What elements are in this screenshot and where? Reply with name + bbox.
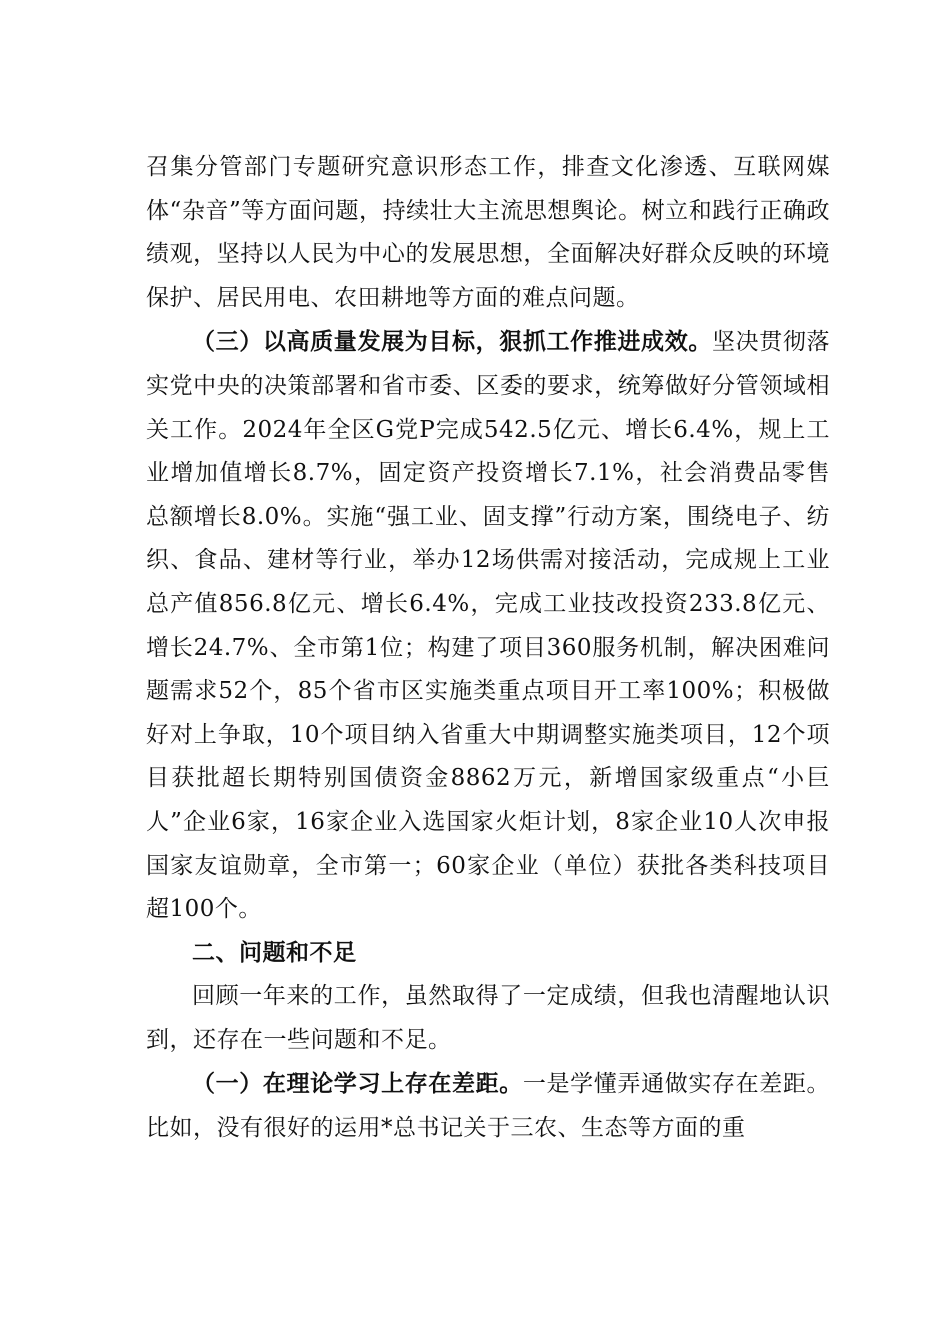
- document-body: [146, 146, 830, 1151]
- paragraph-achievements: [146, 320, 830, 931]
- paragraph-achievements-body: 坚决贯彻落实党中央的决策部署和省市委、区委的要求，统筹做好分管领域相关工作。2024年全区G党P完成542.5亿元、增长6.4%，规上工业增加值增长8.7%，固定资产投资增长7.1%，社会消费品零售总额增长8.0%。实施“强工业、固支撑”行动方案，围绕电子、纺织、食品、建材等行业，举办12场供需对接活动，完成规上工业总产值856.8亿元、增长6.4%，完成工业技改投资233.8亿元、增长24.7%、全市第1位；构建了项目360服务机制，解决困难问题需求52个，85个省市区实施类重点项目开工率100%；积极做好对上争取，10个项目纳入省重大中期调整实施类项目，12个项目获批超长期特别国债资金8862万元，新增国家级重点“小巨人”企业6家，16家企业入选国家火炬计划，8家企业10人次申报国家友谊勋章，全市第一；60家企业（单位）获批各类科技项目超100个。: [146, 329, 831, 923]
- section-heading: 二、问题和不足: [192, 939, 357, 966]
- paragraph-theory-study-body: 一是学懂弄通做实存在差距。比如，没有很好的运用*总书记关于三农、生态等方面的重: [146, 1071, 831, 1142]
- paragraph-review: 回顾一年来的工作，虽然取得了一定成绩，但我也清醒地认识到，还存在一些问题和不足。: [146, 983, 830, 1053]
- paragraph-theory-study: [146, 1062, 830, 1150]
- paragraph-continued: 召集分管部门专题研究意识形态工作，排查文化渗透、互联网媒体“杂音”等方面问题，持续壮大主流思想舆论。树立和践行正确政绩观，坚持以人民为中心的发展思想，全面解决好群众反映的环境保护、居民用电、农田耕地等方面的难点问题。: [146, 154, 830, 311]
- subsection-heading-three: （三）以高质量发展为目标，狠抓工作推进成效。: [192, 328, 712, 356]
- subsection-heading-one: （一）在理论学习上存在差距。: [192, 1070, 523, 1098]
